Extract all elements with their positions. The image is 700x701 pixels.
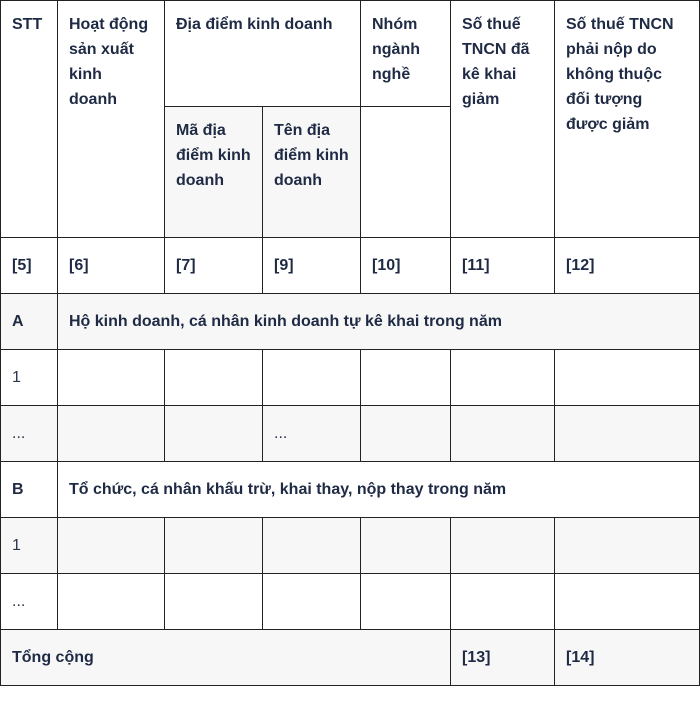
empty-cell <box>58 406 165 462</box>
table-row <box>1 518 700 574</box>
empty-cell <box>165 350 263 406</box>
empty-cell <box>451 518 555 574</box>
empty-cell <box>58 574 165 630</box>
row-stt: 1 <box>1 350 58 406</box>
total-label: Tổng cộng <box>1 630 451 686</box>
total-col-11: [13] <box>451 630 555 686</box>
row-stt: 1 <box>1 518 58 574</box>
index-cell: [5] <box>1 238 58 294</box>
header-industry-group: Nhóm ngành nghề <box>361 1 451 107</box>
index-row <box>1 238 700 294</box>
index-cell: [6] <box>58 238 165 294</box>
empty-cell <box>555 350 700 406</box>
table-row <box>1 350 700 406</box>
empty-cell <box>58 518 165 574</box>
header-declared-reduction: Số thuế TNCN đã kê khai giảm <box>451 1 555 238</box>
header-row-1 <box>1 1 700 107</box>
empty-cell <box>451 574 555 630</box>
empty-cell <box>165 574 263 630</box>
header-activity: Hoạt động sản xuất kinh doanh <box>58 1 165 238</box>
index-cell: [11] <box>451 238 555 294</box>
empty-cell <box>555 406 700 462</box>
row-location-name: ... <box>263 406 361 462</box>
empty-cell <box>361 518 451 574</box>
table-row <box>1 574 700 630</box>
total-col-12: [14] <box>555 630 700 686</box>
total-row <box>1 630 700 686</box>
section-b-title: Tổ chức, cá nhân khấu trừ, khai thay, nộp thay trong năm <box>58 462 700 518</box>
section-a-title: Hộ kinh doanh, cá nhân kinh doanh tự kê khai trong năm <box>58 294 700 350</box>
section-a-row <box>1 294 700 350</box>
header-payable-not-reduced: Số thuế TNCN phải nộp do không thuộc đối tượng được giảm <box>555 1 700 238</box>
row-stt: ... <box>1 406 58 462</box>
index-cell: [7] <box>165 238 263 294</box>
empty-cell <box>165 518 263 574</box>
section-a-code: A <box>1 294 58 350</box>
header-location-code: Mã địa điểm kinh doanh <box>165 107 263 238</box>
header-location: Địa điểm kinh doanh <box>165 1 361 107</box>
section-b-code: B <box>1 462 58 518</box>
empty-cell <box>58 350 165 406</box>
empty-cell <box>263 518 361 574</box>
empty-cell <box>263 574 361 630</box>
empty-cell <box>555 574 700 630</box>
empty-cell <box>165 406 263 462</box>
section-b-row <box>1 462 700 518</box>
index-cell: [9] <box>263 238 361 294</box>
empty-cell <box>361 574 451 630</box>
header-location-name: Tên địa điểm kinh doanh <box>263 107 361 238</box>
row-stt: ... <box>1 574 58 630</box>
empty-cell <box>263 350 361 406</box>
empty-cell <box>451 350 555 406</box>
empty-cell <box>361 350 451 406</box>
index-cell: [10] <box>361 238 451 294</box>
index-cell: [12] <box>555 238 700 294</box>
header-industry-spacer <box>361 107 451 238</box>
empty-cell <box>451 406 555 462</box>
header-stt: STT <box>1 1 58 238</box>
empty-cell <box>361 406 451 462</box>
empty-cell <box>555 518 700 574</box>
table-row <box>1 406 700 462</box>
